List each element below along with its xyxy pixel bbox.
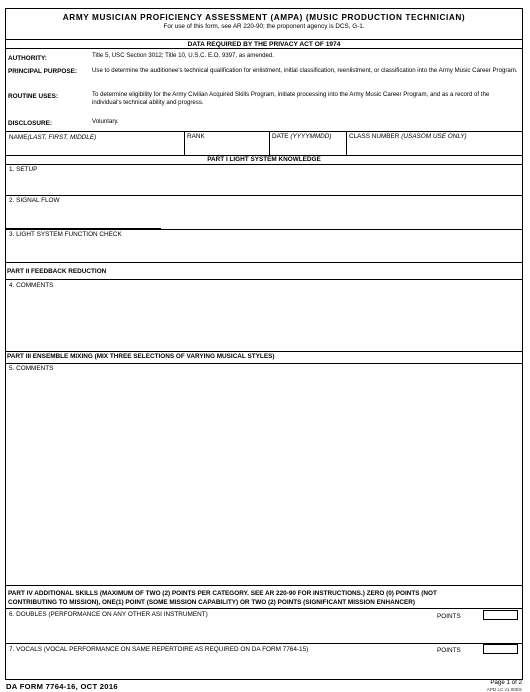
divider: [6, 363, 522, 364]
vocals-points-label: POINTS: [437, 647, 461, 654]
authority-text: Title 5, USC Section 3012; Title 10, U.S.C. E.O. 9397, as amended.: [92, 52, 275, 59]
form-subtitle: For use of this form, see AR 220-90; the proponent agency is DCS, G-1.: [163, 23, 365, 30]
class-number-label: CLASS NUMBER: [349, 133, 400, 140]
part4-heading-line2: CONTRIBUTING TO MISSION), ONE(1) POINT (SOME MISSION CAPABILITY) OR TWO (2) POINTS (SIGNIFICANT MISSION ENHANCER): [8, 599, 415, 606]
part3-heading: PART III ENSEMBLE MIXING (MIX THREE SELECTIONS OF VARYING MUSICAL STYLES): [7, 353, 275, 360]
disclosure-text: Voluntary.: [92, 118, 119, 125]
doubles-points-label: POINTS: [437, 613, 461, 620]
name-field[interactable]: [9, 134, 96, 141]
date-label: DATE: [272, 133, 289, 140]
vocals-points-input[interactable]: [483, 644, 518, 654]
divider: [184, 131, 185, 155]
class-number-hint: (USASOM USE ONLY): [401, 133, 467, 140]
feedback-comments-field[interactable]: 4. COMMENTS: [9, 282, 54, 289]
name-label: NAME: [9, 134, 28, 141]
part1-heading: PART I LIGHT SYSTEM KNOWLEDGE: [207, 156, 321, 163]
doubles-field[interactable]: 6. DOUBLES (PERFORMANCE ON ANY OTHER ASI INSTRUMENT): [9, 611, 208, 618]
date-field[interactable]: [272, 133, 332, 140]
divider: [346, 131, 347, 155]
divider: [6, 39, 522, 40]
divider: [6, 131, 522, 132]
light-check-field[interactable]: 3. LIGHT SYSTEM FUNCTION CHECK: [9, 231, 122, 238]
divider: [6, 585, 522, 586]
divider: [6, 608, 522, 609]
divider: [6, 195, 522, 196]
signal-flow-field[interactable]: 2. SIGNAL FLOW: [9, 197, 60, 204]
mixing-comments-field[interactable]: 5. COMMENTS: [9, 365, 54, 372]
apd-version: APD LC v1.00ES: [486, 687, 522, 692]
doubles-points-input[interactable]: [483, 610, 518, 620]
disclosure-label: DISCLOSURE:: [8, 120, 53, 127]
page-indicator: Page 1 of 2: [490, 679, 522, 686]
class-number-field[interactable]: [349, 133, 467, 140]
divider: [269, 131, 270, 155]
vocals-field[interactable]: 7. VOCALS (VOCAL PERFORMANCE ON SAME REPERTOIRE AS REQUIRED ON DA FORM 7764-15): [9, 646, 309, 653]
date-hint: (YYYYMMDD): [290, 133, 332, 140]
routine-uses-text: To determine eligibility for the Army Civilian Acquired Skills Program, initiate processing into the Army Music Career Program, and as a record of the individual's technical ability and progress.: [92, 91, 490, 107]
divider: [6, 164, 522, 165]
routine-uses-label: ROUTINE USES:: [8, 93, 59, 100]
authority-label: AUTHORITY:: [8, 55, 47, 62]
setup-field[interactable]: 1. SETUP: [9, 166, 38, 173]
part2-heading: PART II FEEDBACK REDUCTION: [7, 268, 107, 275]
divider: [6, 643, 522, 644]
divider: [6, 279, 522, 280]
divider: [6, 48, 522, 49]
privacy-heading: DATA REQUIRED BY THE PRIVACY ACT OF 1974: [187, 41, 341, 48]
part4-heading: [8, 589, 520, 607]
divider: [6, 229, 522, 230]
form-id: DA FORM 7764-16, OCT 2016: [6, 682, 118, 691]
divider: [6, 262, 522, 263]
purpose-label: PRINCIPAL PURPOSE:: [8, 68, 78, 75]
purpose-text: Use to determine the auditionee's technical qualification for enlistment, initial classification, reenlistment, or classification into the Army Music Career Program.: [92, 67, 518, 74]
name-hint: (LAST, FIRST, MIDDLE): [27, 134, 97, 141]
divider: [6, 351, 522, 352]
form-title: ARMY MUSICIAN PROFICIENCY ASSESSMENT (AMPA) (MUSIC PRODUCTION TECHNICIAN): [62, 13, 466, 22]
part4-heading-line1: PART IV ADDITIONAL SKILLS (MAXIMUM OF TWO (2) POINTS PER CATEGORY. SEE AR 220-90 FOR INSTRUCTIONS.) ZERO (0) POINTS (NOT: [8, 590, 437, 597]
rank-field[interactable]: RANK: [187, 133, 205, 140]
form-frame: [5, 8, 523, 680]
